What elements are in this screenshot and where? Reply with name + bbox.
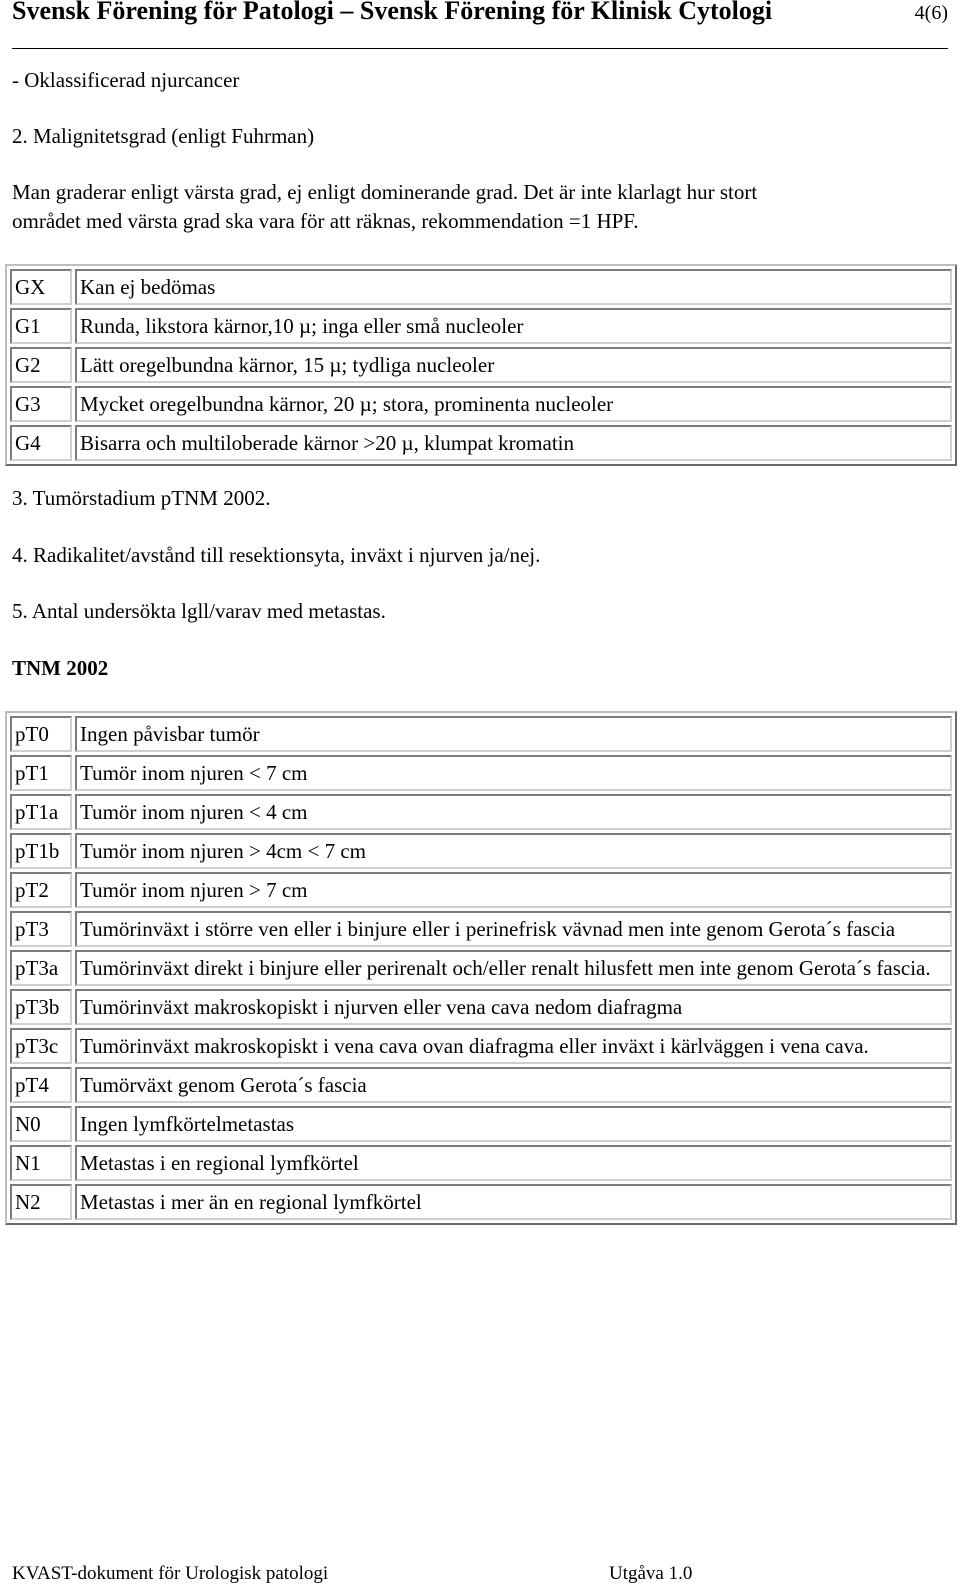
page-number: 4(6) — [914, 2, 948, 24]
code-cell: N1 — [10, 1145, 72, 1181]
table-row — [10, 950, 952, 986]
table-row — [10, 833, 952, 869]
table-row — [10, 1028, 952, 1064]
table-row — [10, 989, 952, 1025]
description-cell: Tumörväxt genom Gerota´s fascia — [75, 1067, 952, 1103]
code-cell: pT3 — [10, 911, 72, 947]
table-row — [10, 1106, 952, 1142]
code-cell: pT0 — [10, 716, 72, 752]
description-cell: Metastas i en regional lymfkörtel — [75, 1145, 952, 1181]
document-title: Svensk Förening för Patologi – Svensk Förening för Klinisk Cytologi — [12, 0, 773, 25]
code-cell: N0 — [10, 1106, 72, 1142]
code-cell: G1 — [10, 308, 72, 344]
code-cell: N2 — [10, 1184, 72, 1220]
description-cell: Lätt oregelbundna kärnor, 15 µ; tydliga nucleoler — [75, 347, 952, 383]
code-cell: pT2 — [10, 872, 72, 908]
list-item-unclassified: - Oklassificerad njurcancer — [12, 68, 240, 92]
grade-table — [5, 264, 957, 466]
code-cell: pT3a — [10, 950, 72, 986]
description-cell: Ingen påvisbar tumör — [75, 716, 952, 752]
code-cell: pT1b — [10, 833, 72, 869]
footer-edition: Utgåva 1.0 — [609, 1563, 693, 1584]
page-header — [12, 0, 948, 49]
description-cell: Bisarra och multiloberade kärnor >20 µ, klumpat kromatin — [75, 425, 952, 461]
code-cell: pT3c — [10, 1028, 72, 1064]
table-row — [10, 425, 952, 461]
tnm-heading: TNM 2002 — [12, 656, 109, 680]
list-item-radicality: 4. Radikalitet/avstånd till resektionsyta, inväxt i njurven ja/nej. — [12, 543, 541, 567]
code-cell: pT3b — [10, 989, 72, 1025]
table-row — [10, 308, 952, 344]
description-cell: Tumörinväxt makroskopiskt i vena cava ovan diafragma eller inväxt i kärlväggen i vena cava. — [75, 1028, 952, 1064]
table-row — [10, 269, 952, 305]
description-cell: Runda, likstora kärnor,10 µ; inga eller små nucleoler — [75, 308, 952, 344]
section-heading-grade: 2. Malignitetsgrad (enligt Fuhrman) — [12, 124, 315, 148]
description-cell: Kan ej bedömas — [75, 269, 952, 305]
code-cell: GX — [10, 269, 72, 305]
table-row — [10, 716, 952, 752]
code-cell: pT1 — [10, 755, 72, 791]
table-row — [10, 1067, 952, 1103]
list-item-tumor-stage: 3. Tumörstadium pTNM 2002. — [12, 486, 271, 510]
code-cell: G3 — [10, 386, 72, 422]
tnm-table — [5, 711, 957, 1225]
description-cell: Mycket oregelbundna kärnor, 20 µ; stora, prominenta nucleoler — [75, 386, 952, 422]
grade-paragraph-line-1: Man graderar enligt värsta grad, ej enligt dominerande grad. Det är inte klarlagt hur stort — [12, 180, 758, 204]
table-row — [10, 1184, 952, 1220]
description-cell: Tumör inom njuren > 4cm < 7 cm — [75, 833, 952, 869]
code-cell: G4 — [10, 425, 72, 461]
footer-document-name: KVAST-dokument för Urologisk patologi — [12, 1563, 329, 1584]
table-row — [10, 872, 952, 908]
description-cell: Tumör inom njuren < 4 cm — [75, 794, 952, 830]
description-cell: Tumörinväxt makroskopiskt i njurven eller vena cava nedom diafragma — [75, 989, 952, 1025]
table-row — [10, 1145, 952, 1181]
table-row — [10, 755, 952, 791]
code-cell: G2 — [10, 347, 72, 383]
code-cell: pT1a — [10, 794, 72, 830]
description-cell: Tumörinväxt direkt i binjure eller perirenalt och/eller renalt hilusfett men inte genom Gerota´s fascia. — [75, 950, 952, 986]
table-row — [10, 347, 952, 383]
description-cell: Tumör inom njuren < 7 cm — [75, 755, 952, 791]
grade-paragraph-line-2: området med värsta grad ska vara för att räknas, rekommendation =1 HPF. — [12, 209, 639, 233]
code-cell: pT4 — [10, 1067, 72, 1103]
description-cell: Tumör inom njuren > 7 cm — [75, 872, 952, 908]
list-item-lymph-nodes: 5. Antal undersökta lgll/varav med metastas. — [12, 599, 386, 623]
description-cell: Ingen lymfkörtelmetastas — [75, 1106, 952, 1142]
table-row — [10, 911, 952, 947]
description-cell: Metastas i mer än en regional lymfkörtel — [75, 1184, 952, 1220]
table-row — [10, 794, 952, 830]
description-cell: Tumörinväxt i större ven eller i binjure eller i perinefrisk vävnad men inte genom Gerota´s fascia — [75, 911, 952, 947]
table-row — [10, 386, 952, 422]
